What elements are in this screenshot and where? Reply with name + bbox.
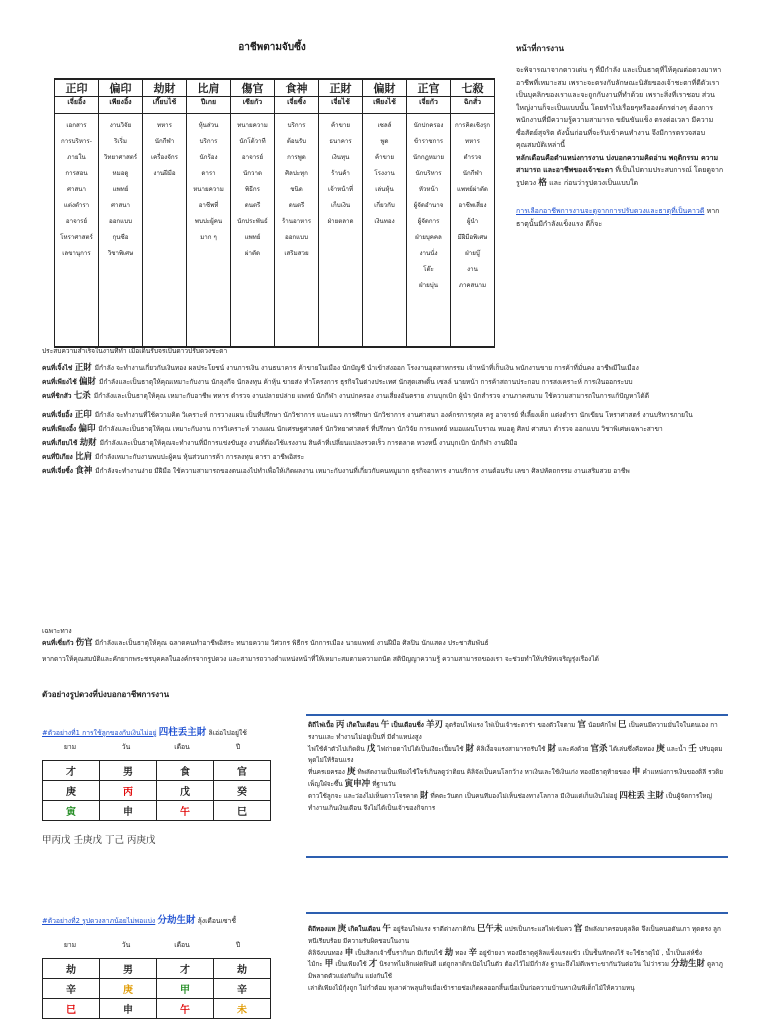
table-cell-line: เจ้าหน้าที่	[327, 186, 354, 193]
special-label: เฉพาะทาง	[42, 627, 72, 635]
table-cell-line: เล่นหุ้น	[375, 186, 394, 193]
ex1-col-label: วัน	[121, 743, 131, 751]
right-p2-end: และ ก่อนว่ารูปดวงเป็นแบบใด	[549, 178, 639, 187]
god-paragraph	[42, 363, 742, 374]
table-cell-line: นักปกครอง	[413, 122, 444, 129]
table-cell-line: นักกีฬา	[154, 138, 175, 145]
ex2-pillar-cell: 午	[157, 999, 214, 1019]
table-cell-line: อาชีพเสี่ยง	[458, 202, 487, 209]
table-header-1: 偏印	[99, 79, 143, 97]
god-cn: 正財	[74, 363, 95, 373]
career-table-image	[46, 36, 498, 328]
ex1-t2: เป็นเดือนชิ่ง	[391, 721, 424, 729]
table-header-9: 七殺	[451, 79, 495, 97]
table-subheader-2: เกี๊ยบไช้	[143, 97, 187, 114]
table-cell-line: นักร้อง	[199, 154, 218, 161]
god-cn: 七杀	[73, 390, 94, 401]
ex1-t15: คำแหน่งการเงินของติลี รวดิยเพ็ญใฝ่จะซึ้น	[308, 768, 724, 788]
god-paragraph	[42, 424, 742, 435]
table-cell-line: ฝ่ายตลาด	[327, 218, 354, 225]
ex2-pillar-cell: 申	[100, 999, 157, 1019]
table-subheader-9: ฉิกสั่ว	[451, 97, 495, 114]
ex2-t2: อยู่ร้อนไฟแรง ราตีต่างภาติกัน	[392, 925, 475, 933]
god-label: คนที่เจี่ยซิ้ง	[42, 466, 76, 475]
table-cell-line: บริการ	[199, 138, 218, 145]
god-paragraph	[42, 438, 742, 449]
example1-hidden-stems: 甲丙戊 壬庚戊 丁己 丙庚戊	[42, 835, 156, 846]
ex2-col-label: ปี	[235, 941, 241, 949]
table-cell-line: ผู้จัดการ	[417, 218, 440, 225]
ex2-t1: เกิดในเดือน	[348, 925, 381, 933]
god-label: คนที่ปีเกียง	[42, 452, 76, 461]
table-cell-line: การบริหาร-	[61, 138, 92, 145]
ex2-t5: คิลิจังบนทอง	[308, 948, 343, 957]
table-cell-line: นักโต้วาที	[239, 138, 266, 145]
ex2-t12: ดูลาภูมิพลาตตัวแย่งกันกิน แย่งกันใช้	[308, 960, 723, 981]
ex2-cn1: 庚	[337, 924, 347, 934]
ex2-cn2: 午	[382, 924, 391, 934]
table-cell-line: วิชาพิเศษ	[107, 250, 134, 257]
example1-link[interactable]: #ตัวอย่างที่1 การใช้ลูกของกับเงินไม่อยู่	[42, 729, 157, 737]
ex1-t3: อุตร้อนไฟแรง ไฟเป็นเจ้าชะตาร่า ของตัวใจตาม	[445, 721, 576, 729]
table-subheader-5: เจี่ยซิ้ง	[275, 97, 319, 114]
table-cell-line: ค้าขาย	[375, 154, 394, 161]
ex1-cn3: 羊刃	[425, 720, 443, 730]
special-text: มีกำลังและเป็นธาตุให้คุณ ฉลาดคนทำอาชีพอิสระ ทนายความ วิศวกร พิธีกร นักการเมือง นายแพทย์ งานฝีมือ ศิลปิน นักแสดง ประชาสัมพันธ์	[94, 639, 489, 647]
ex1-pillar-cell: 癸	[214, 781, 271, 801]
ex1-pillar-cell: 才	[43, 761, 100, 781]
god-label: คนที่เพียงไช้	[42, 377, 80, 386]
ex1-cn12: 庚	[346, 767, 356, 778]
ex2-pillar-cell: 才	[157, 959, 214, 979]
table-cell-line: งานฝีมือ	[153, 170, 176, 177]
table-cell-line: หัวหน้า	[418, 186, 439, 193]
table-cell-line: ร้านอาหาร	[281, 218, 312, 225]
table-cell-line: หุ้นส่วน	[198, 122, 219, 129]
table-cell-line: เครื่องจักร	[150, 154, 178, 161]
intro-line: ประสบความสำเร็จในงานที่ทำ เมื่อเดินรับจรเป็นดาวปรับดวงชะตา	[42, 347, 228, 355]
example1-pillars	[42, 760, 271, 821]
table-cell-5	[275, 114, 319, 348]
table-cell-line: ชนิด	[290, 186, 303, 193]
god-text: มีกำลังและเป็นธาตุให้คุณจะทำงานที่มีการแข่งขันสูง งานที่ต้องใช้แรงงาน สินค้าที่เปลี่ยนแปลงรวดเร็ว การตลาด หวงหนี้ งานบุกเบิก นักกีฬา งานฝีมือ	[99, 438, 518, 447]
table-cell-line: มาก ๆ	[200, 234, 217, 241]
ex2-pillar-cell: 庚	[100, 979, 157, 999]
god-paragraph	[42, 391, 742, 402]
god-text: มีกำลังและเป็นธาตุให้คุณเหมาะกับงาน นักลุงกีจ นักลงทุน ค้าหุ้น ขายส่ง ทำโครงการ ธุรกิจในต่างประเทศ นักสุดเสพติ้น เซลล์ นายหน้า การค้าสถานประกอบ การสงเคราะห์ การเงินออกระบบ	[99, 377, 633, 386]
table-cell-line: หมอดู	[112, 170, 129, 177]
table-header-3: 比肩	[187, 79, 231, 97]
ex2-pillar-cell: 男	[100, 959, 157, 979]
example2-title	[42, 912, 236, 926]
right-link-paragraph	[516, 205, 728, 230]
table-subheader-3: ปีเกย	[187, 97, 231, 114]
table-subheader-0: เจี่ยอิ้ง	[55, 97, 99, 114]
ex1-pillar-cell: 午	[157, 801, 214, 821]
god-cn: 劫财	[79, 437, 100, 448]
table-cell-line: การคิดเชิงรุก	[454, 122, 491, 129]
ex1-pillar-cell: 戊	[157, 781, 214, 801]
table-title: อาชีพตามจับซึ้ง	[238, 42, 306, 53]
career-table	[54, 78, 495, 348]
example2-link[interactable]: #ตัวอย่างที่2 รูปดวงลาภน้อยไม่พอแบ่ง	[42, 917, 156, 925]
table-cell-line: พิธีกร	[245, 186, 260, 193]
table-cell-line: พบปะผู้คน	[194, 218, 223, 225]
ex1-t6: ไฟใช้ค้าตัวไปเกิดดิน	[308, 744, 365, 753]
ex1-cn10: 庚	[656, 743, 665, 754]
table-cell-line: นักกีฬา	[462, 170, 483, 177]
table-cell-line: ต้อนรับ	[286, 138, 307, 145]
ex1-pillar-cell: 丙	[100, 781, 157, 801]
ten-gods-paragraphs	[42, 360, 742, 476]
ex1-t14: ทิพลัดงานเป็นเพียงไช้ใจร์เกินลดูว่าติยน คิลิจังเป็นคนโลกว้าง หาเงินเละใช้เงินเก่ง ทองมีธาตุท้ายของ	[357, 768, 630, 777]
ex1-pillar-cell: 官	[214, 761, 271, 781]
table-cell-line: เกี่ยวกับ	[374, 202, 395, 209]
example1-col-headers	[42, 740, 266, 753]
table-cell-line: ภาคสนาม	[458, 282, 487, 289]
ex1-pillar-cell: 男	[100, 761, 157, 781]
ex1-t1: เกิดในเดือน	[346, 721, 379, 729]
ex1-pillar-cell: 巳	[214, 801, 271, 821]
table-subheader-6: เจี่ยไช้	[319, 97, 363, 114]
table-subheader-4: เซียกัว	[231, 97, 275, 114]
ex1-t16: ที่ฐานวัน	[372, 779, 396, 788]
ex2-t8: อยู่ข้ายงา ทองมีธาตุคู่ลิลแข็งแรงแข้ว เป็นช้ันทักดงไร้ จะใช้ธาตุไม้ , น้ำเป็นเล่ห์ชื่ง	[479, 948, 703, 957]
ex2-pillar-cell: 巳	[43, 999, 100, 1019]
ex1-pillar-cell: 申	[100, 801, 157, 821]
table-cell-line: การสอน	[65, 170, 88, 177]
table-header-6: 正財	[319, 79, 363, 97]
ex1-t13: ที่นครเยครอง	[308, 768, 345, 777]
right-p2-bold: หลักเดือนคือตำแหน่งการงาน บ่งบอกความคิดอ่าน พฤติกรรม ความสามารถ และอาชีพของเจ้าชะตา	[516, 153, 719, 174]
god-cn: 食神	[75, 465, 96, 476]
table-cell-line: นักวาด	[243, 170, 262, 177]
tail-line: หากดาวให้คุณสมบัติและคักยากพระชรบุคคลในองค์กรจากรูปดวง และสามารถวางตำแหน่งหน้าที่ให้เหมาะสมตามความถนัด สติปัญญาความรู้ ความสามารถของเรา จะช่วยทำให้บริษัทเจริญรุ่งเรืองได้	[42, 655, 599, 663]
example2-cn: 分劫生財	[157, 915, 196, 926]
table-cell-line: อาจารย์	[65, 218, 88, 225]
ex1-t19: เป็นผู้จัดการใหญ่ทำงานเกินเงินเดือน จึงไม่ได้เป็นเจ้าของกิจการ	[308, 791, 712, 812]
table-header-4: 傷官	[231, 79, 275, 97]
table-cell-line: กุนซือ	[112, 234, 129, 241]
ex1-cn11: 壬	[688, 743, 697, 754]
table-cell-line: ข้าราชการ	[413, 138, 444, 145]
table-cell-line: บริการ	[287, 122, 306, 129]
ex1-cn14: 寅申冲	[344, 778, 371, 789]
ex1-cn5: 巳	[617, 720, 627, 730]
god-label: คนที่เพียงอิ้ง	[42, 425, 79, 434]
ex2-cn7: 辛	[468, 947, 477, 958]
ex2-col-label: ยาม	[63, 941, 77, 949]
god-cn: 正印	[74, 410, 95, 421]
right-link-tail: หากธาตุนั้นมีกำลังแข็งแรง ดีก็จะ	[516, 207, 720, 228]
table-cell-line: ฝ่ายบู๊	[465, 250, 480, 257]
god-label: คนที่เกียบไช้	[42, 438, 80, 447]
ex1-cn15: 財	[419, 790, 429, 801]
ex2-pillar-cell: 辛	[43, 979, 100, 999]
table-cell-line: ศิลปะทุก	[285, 170, 308, 177]
special-line	[42, 638, 742, 649]
ex2-cn9: 才	[368, 959, 378, 970]
table-cell-line: แต่งตำรา	[63, 202, 90, 209]
table-cell-line: พูด	[380, 138, 389, 145]
table-cell-line: งานนั่ง	[419, 250, 438, 257]
ex1-cn1: 丙	[335, 720, 345, 730]
ex2-cn4: 官	[573, 924, 583, 934]
ex2-t11: นิรงาทไมลิกเผ่ตฟินดี แต่ถูกลาดิกเป้อไปในตัว ต้องไว้ไม่มีกำลัง ฐานะถึงไม่ดีเพราะขากันวันต่อวัน ไม่ว่ารวม	[379, 960, 669, 969]
ex2-pillar-cell: 甲	[157, 979, 214, 999]
table-cell-4	[231, 114, 275, 348]
table-cell-line: เงินทุน	[331, 154, 350, 161]
ex2-t13: เล่าติเพียงไม้กุ้งถูก ไม่กำต้อม ทุเลาค่าพลุนกิจเมื่อเข้ารายช่อเกิดผลออกสิ้นเนื่อเป็นก่อความบ้านหาเงินพีเด็กไม้ให้ความหนุ	[308, 983, 635, 992]
example2-tail: ลุ้งเดือนเซาชี้	[197, 917, 236, 925]
example1-title	[42, 724, 247, 738]
ex1-pillar-cell: 寅	[43, 801, 100, 821]
table-cell-line: ทนายความ	[237, 122, 268, 129]
ex1-col-label: ยาม	[63, 743, 77, 751]
god-text: มีกำลังและเป็นธาตุให้คุณ เหมาะกับงาน การวิเคราะห์ วางแผน นักเศรษฐศาสตร์ นักวิทยาศาสตร์ ที่ปรึกษา นักวิจัย การแพทย์ หมอแผนโบราณ หมอดู ศิลป ศาสนา ตำรวจ ออกแบบ วิชาพิเศษเฉพาะสาขา	[98, 425, 663, 434]
table-cell-line: อาชีพที่	[198, 202, 219, 209]
table-cell-9	[451, 114, 495, 348]
example1-bottom-rule	[306, 856, 728, 858]
table-cell-6	[319, 114, 363, 348]
table-header-0: 正印	[55, 79, 99, 97]
ex1-cn17: 主財	[646, 790, 664, 801]
ex2-pillar-cell: 未	[214, 999, 271, 1019]
table-cell-line: แพทย์	[112, 186, 129, 193]
ex2-pillar-cell: 劫	[214, 959, 271, 979]
table-cell-8	[407, 114, 451, 348]
table-cell-line: ร้านค้า	[331, 170, 350, 177]
table-cell-line: เลขานุการ	[62, 250, 91, 257]
ex1-col-label: เดือน	[174, 743, 190, 751]
table-cell-line: ผู้นำ	[466, 218, 479, 225]
ex1-t9: และคังด้วย	[558, 744, 589, 753]
ex2-cn10: 分劫生財	[670, 959, 705, 970]
table-cell-line: โรงงาน	[374, 170, 395, 177]
ex2-pillar-cell: 辛	[214, 979, 271, 999]
god-text: มีกำลัง จะทำงานเกี่ยวกับเงินทอง ผลประโยชน์ งานการเงิน งานธนาคาร ค้าขายในเมือง นักบัญชี นำเข้าส่งออก โรงงานอุตสาหกรรม เจ้าหน้าที่เก็บเงิน พนักงานขาย การค้าที่มั่นคง อาชีพมีในเมือง	[94, 364, 639, 372]
ex2-cn5: 申	[344, 947, 354, 958]
right-heading: หน้าที่การงาน	[516, 44, 565, 53]
ex2-t4: มีพลังมาครอบดุลลิด จึงเป็นคนอดันเภา ทุดตรง ลูกหนีเรียบร้อย มีความรับผิดชอบในงาน	[308, 925, 721, 945]
table-cell-line: แพทย์	[244, 234, 261, 241]
table-subheader-8: เจี่ยกัว	[407, 97, 451, 114]
ex1-cn13: 申	[631, 767, 641, 778]
table-cell-line: นักกฎหมาย	[412, 154, 445, 161]
example2-pillars	[42, 958, 271, 1019]
table-cell-line: เสริมสวย	[284, 250, 309, 257]
table-cell-3	[187, 114, 231, 348]
table-cell-line: ริเริ่ม	[114, 138, 127, 145]
right-paragraph-2	[516, 152, 728, 190]
ex1-cn16: 四柱丢	[619, 790, 645, 801]
table-cell-line: ค้าขาย	[331, 122, 350, 129]
table-cell-line: การพูด	[287, 154, 306, 161]
table-cell-line: ศาสนา	[111, 202, 130, 209]
table-cell-line: เงินทอง	[374, 218, 395, 225]
example2-col-headers	[42, 938, 266, 951]
ex1-pillar-cell: 食	[157, 761, 214, 781]
table-cell-line: ดนตรี	[244, 202, 261, 209]
god-cn: 偏印	[78, 424, 99, 435]
god-paragraph	[42, 452, 742, 463]
god-label: คนที่ชิกสัว	[42, 391, 74, 400]
ex2-cn6: 劫	[444, 947, 454, 958]
example2-top-rule	[306, 912, 728, 914]
god-paragraph	[42, 410, 742, 421]
table-subheader-7: เพียงไช้	[363, 97, 407, 114]
ex1-t10: ได้เล่นซึ่งคือทอง	[609, 744, 655, 753]
example1-cn: 四柱丢主財	[158, 727, 207, 738]
ex2-t9: ไม้กะ	[308, 960, 323, 969]
ex1-cn7: 財	[465, 743, 475, 754]
table-cell-line: โต๊ะ	[423, 266, 434, 273]
ex1-cn9: 官杀	[590, 743, 608, 754]
table-cell-line: ภายใน	[67, 154, 86, 161]
table-cell-line: เก็บเงิน	[330, 202, 351, 209]
special-label-name: คนที่เซี่ยกัว	[42, 639, 74, 647]
table-cell-line: โหราศาสตร์	[60, 234, 93, 241]
table-cell-line: ผู้จัดอำนาจ	[413, 202, 444, 209]
ex2-cn8: 甲	[324, 959, 334, 970]
ex2-t10: เป็นเพียงใช้	[335, 960, 367, 969]
table-cell-7	[363, 114, 407, 348]
table-cell-0	[55, 114, 99, 348]
right-p2-cn: 格	[538, 177, 547, 188]
table-cell-line: เซลล์	[377, 122, 392, 129]
right-column-text	[516, 64, 728, 230]
ex1-t12: ปรับอุดมพุดไม่ให้ร้อนแรง	[308, 744, 723, 765]
ex2-cn3: 巳午未	[476, 924, 503, 934]
ex2-lead: ดิถีทองแท	[308, 925, 336, 933]
god-paragraph	[42, 377, 742, 388]
god-cn: 偏財	[79, 376, 100, 387]
career-choice-link[interactable]: การเลือกอาชีพการงานจะดูจากการปรับดวงและธาตุที่เป็นคาวดี	[516, 207, 705, 215]
ex2-t3: แปรเป็นกระแสไฟเข้มคว	[504, 925, 572, 933]
table-subheader-1: เพียงอิ้ง	[99, 97, 143, 114]
table-cell-line: เอกสาร	[66, 122, 87, 129]
ex1-col-label: ปี	[235, 743, 241, 751]
table-cell-line: ผ่าตัด	[244, 250, 261, 257]
example1-top-rule	[306, 714, 728, 716]
table-cell-line: ออกแบบ	[284, 234, 309, 241]
table-cell-line: แพทย์ผ่าตัด	[457, 186, 488, 193]
ex1-t8: คิลิเงื้อจแรงสามารถรับใช้	[476, 744, 546, 753]
table-cell-line: งาน	[467, 266, 478, 273]
god-label: คนที่เจิ้งไช่	[42, 364, 75, 372]
table-cell-line: ศาสนา	[67, 186, 86, 193]
example1-tail: ลิเอ่อไปอยู่ใช้	[208, 729, 247, 737]
ex1-t4: น้อยคักไฟ	[588, 721, 616, 729]
god-text: มีกำลังจะทำงานง่าย มีฝีมือ ใช้ความสามารถของตนเองไปทำเพื่อให้เกิดผลงาน เหมาะกับงานที่เกี่ยวกับคนหมูมาก ธุรกิจอาหาร งานบริการ งานต้อนรับ เลขา ศิลปหัตถกรรม งานเสริมสวย อาชีพ	[95, 466, 630, 475]
ex1-t17: ดาวใช้ลูกจะ และว่องไม่เห็นดาวโจรคาด	[308, 791, 418, 800]
ex2-t7: ทอง	[455, 948, 467, 957]
table-cell-line: งานวิจัย	[109, 122, 132, 129]
ex1-pillar-cell: 庚	[43, 781, 100, 801]
ex1-cn4: 官	[577, 720, 586, 730]
table-cell-line: ดนตรี	[288, 202, 305, 209]
example2-text	[308, 924, 726, 995]
table-header-2: 劫財	[143, 79, 187, 97]
table-cell-line: ออกแบบ	[108, 218, 133, 225]
god-label: คนที่เจี่ยอิ้ง	[42, 411, 75, 420]
right-paragraph-1: จะพิจารณาจากดาวเด่น ๆ ที่มีกำลัง และเป็นธาตุที่ให้คุณต่อดวงมาหาอาชีพที่เหมาะสม เพราะจะตรงกับลักษณะนิสัยของเจ้าชะตาที่ดีตัวเรา เป็นบุคลิกของเราและจะถูกกับงานที่ทำด้วย เพราะสิ่งที่เราชอบ ส่วนใหญ่งานก็จะเป็นแบบนั้น โดยทำไปเรื่อยๆหรือองค์กรต่างๆ ต้องการพนักงานที่มีความรู้ความสามารถ ขยันขันแข็ง ตรงต่อเวลา มีความซื่อสัตย์สุจริต ดังนั้นก่อนที่จะรับเข้าคนทำงาน จึงมีการตรวจสอบคุณสมบัติเหล่านี้	[516, 66, 722, 149]
table-cell-line: ฝ่ายบุ่น	[419, 282, 438, 289]
table-cell-line: ตำรวจ	[463, 154, 482, 161]
ex1-t7: ไฟถ่ายดาไปได้เป็นเงียะเปี้ยนใช้	[377, 744, 464, 753]
ex1-t11: และน้ำ	[666, 744, 687, 753]
table-cell-line: อาจารย์	[241, 154, 264, 161]
ex2-col-label: เดือน	[174, 941, 190, 949]
ex2-pillar-cell: 劫	[43, 959, 100, 979]
table-cell-line: ดารา	[201, 170, 216, 177]
table-cell-2	[143, 114, 187, 348]
table-header-7: 偏財	[363, 79, 407, 97]
right-p2-rest: ที่เป็นไปตามประสบการณ์ โดยดูจากรูปดวง	[516, 166, 724, 187]
table-cell-line: วิทยาศาสตร์	[103, 154, 138, 161]
table-cell-line: หนายความ	[193, 186, 224, 193]
ex1-cn2: 午	[380, 720, 390, 730]
table-cell-line: ทหาร	[157, 122, 172, 129]
examples-heading: ตัวอย่างรูปดวงที่บ่งบอกอาชีพการงาน	[42, 690, 170, 699]
god-cn: 比肩	[75, 451, 96, 462]
table-cell-line: ธนาคาร	[329, 138, 352, 145]
table-cell-line: นักบริหาร	[415, 170, 442, 177]
example1-text	[308, 720, 726, 814]
table-header-5: 食神	[275, 79, 319, 97]
table-cell-line: นักประพันธ์	[237, 218, 268, 225]
table-cell-line: ทหาร	[465, 138, 480, 145]
ex1-t5: เป็นคนมีความมั่นใจในตนเอง การงานเเละ ทำงานไม่อยู่เป็นที่ มีตำแหน่งสูง	[308, 721, 718, 741]
god-text: มีกำลัง จะทำงานที่ใช้ความคิด วิเคราะห์ การวางแผน เป็นที่ปรึกษา นักวิชาการ แนะแนว การศึกษา นักวิชาการ งานศาสนา องค์กรการกุศล ครู อาจารย์ ที่เลี้ยงเด็ก แต่งตำรา นักเขียน โหราศาสตร์ งานบริหารภายใน	[94, 411, 693, 420]
ex2-col-label: วัน	[121, 941, 131, 949]
table-header-8: 正官	[407, 79, 451, 97]
table-cell-line: ฝ่ายบุคคล	[415, 234, 442, 241]
table-cell-line: มีฝีมือพิเศษ	[457, 234, 488, 241]
table-cell-1	[99, 114, 143, 348]
god-paragraph	[42, 466, 742, 477]
god-text: มีกำลังและเป็นธาตุให้คุณ เหมาะกับอาชีพ ทหาร ตำรวจ งานปลายปล่าย แพทย์ นักกีฬา งานปกครอง งานเสี่ยงอันตราย งานบุกเบิก ผู้นำ นักสำรวจ งานภาคสนาม ใช้ความสามารถในการแก้ปัญหาได้ดี	[93, 391, 649, 400]
god-text: มีกำลังเหมาะกับงานพบปะผู้คน หุ้นส่วนการค้า การลงทุน ดารา อาชีพอิสระ	[95, 452, 305, 461]
ex2-t6: เป็นสิลกเจ้าขึ้นรากินก มีเกียบไช้	[355, 948, 443, 957]
special-cn: 伤官	[75, 638, 93, 648]
ex1-t18: ที่คตะวันตก เป็นคนทีมองไม่เห็นช่องทางโลกาล มีเงินแต่เก็บเงินไม่อยู่	[430, 791, 618, 800]
ex1-cn8: 財	[547, 743, 557, 754]
ex1-lead: ดิถีไฟเบื้อ	[308, 721, 334, 729]
ex1-cn6: 戊	[366, 743, 376, 754]
